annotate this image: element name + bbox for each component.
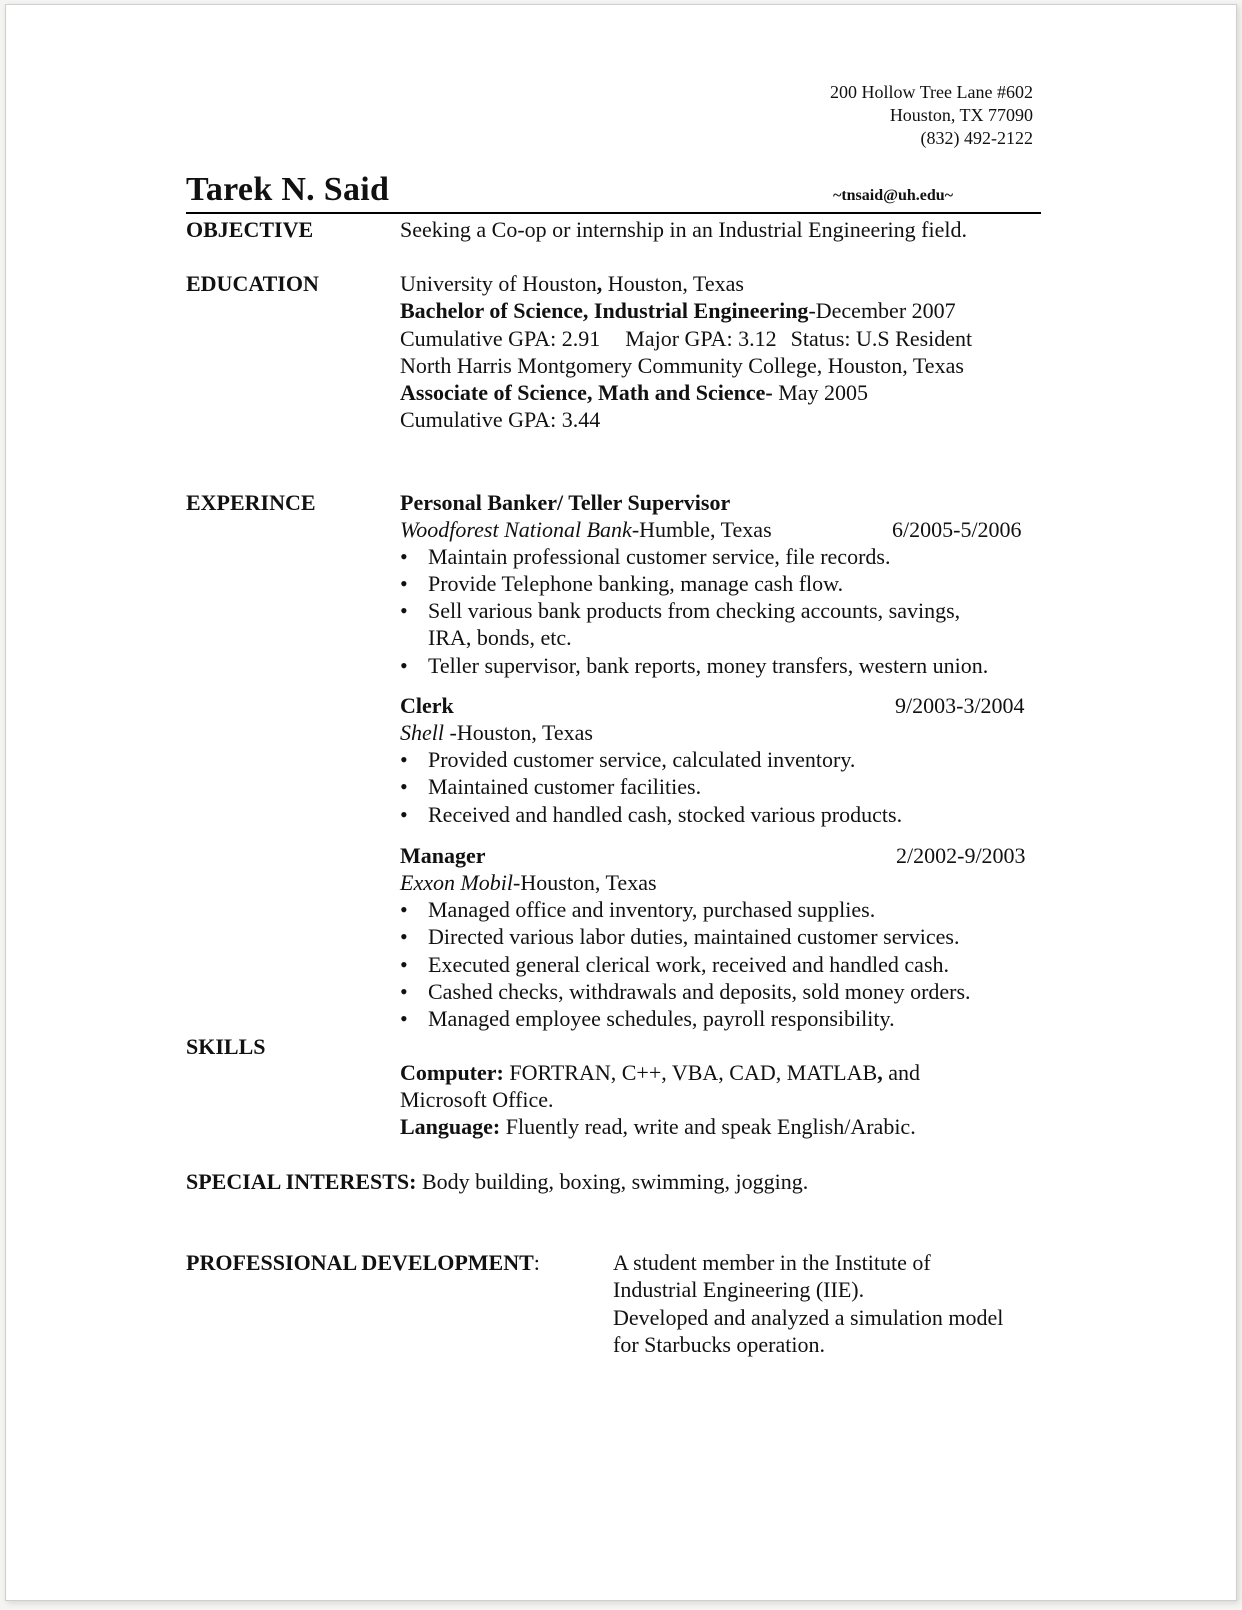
job-2-company-line bbox=[400, 720, 593, 746]
list-item: • Provide Telephone banking, manage cash flow. bbox=[400, 571, 844, 596]
school-1-comma: , bbox=[596, 271, 603, 296]
bullet-icon: • bbox=[400, 1006, 408, 1031]
degree-1-title: Bachelor of Science, Industrial Engineering bbox=[400, 298, 809, 323]
skills-language-line bbox=[400, 1114, 916, 1140]
development-line: Industrial Engineering (IIE). bbox=[613, 1277, 865, 1302]
bullet-icon: • bbox=[400, 802, 408, 827]
skills-computer-cont: Microsoft Office. bbox=[400, 1087, 554, 1112]
bullet-icon: • bbox=[400, 747, 408, 772]
list-item: • Managed employee schedules, payroll responsibility. bbox=[400, 1006, 895, 1031]
list-item: • Sell various bank products from checking accounts, savings, bbox=[400, 598, 961, 623]
bullet-icon: • bbox=[400, 897, 408, 922]
list-item: • Maintain professional customer service, file records. bbox=[400, 544, 891, 569]
bullet-icon: • bbox=[400, 952, 408, 977]
gpa-1-line bbox=[400, 326, 972, 352]
job-2-title: Clerk bbox=[400, 693, 454, 718]
job-3-location: -Houston, Texas bbox=[513, 870, 657, 895]
objective-heading: OBJECTIVE bbox=[186, 217, 314, 242]
skills-language-text: Fluently read, write and speak English/Arabic. bbox=[500, 1114, 916, 1139]
skills-computer-line: Computer: FORTRAN, C++, VBA, CAD, MATLAB, and bbox=[400, 1060, 920, 1085]
bullet-icon: • bbox=[400, 598, 408, 623]
list-item: • Received and handled cash, stocked various products. bbox=[400, 802, 903, 827]
bullet-icon: • bbox=[400, 653, 408, 678]
job-1-location: -Humble, Texas bbox=[631, 517, 772, 542]
list-item: • Directed various labor duties, maintained customer services. bbox=[400, 924, 960, 949]
job-1-company: Woodforest National Bank bbox=[400, 517, 632, 542]
job-3-title: Manager bbox=[400, 843, 486, 868]
job-2-dates: 9/2003-3/2004 bbox=[895, 693, 1025, 718]
skills-computer-list: FORTRAN, C++, VBA, CAD, MATLAB bbox=[503, 1060, 878, 1085]
list-item: • Provided customer service, calculated inventory. bbox=[400, 747, 856, 772]
gpa-2-line: Cumulative GPA: 3.44 bbox=[400, 407, 601, 432]
list-item-continuation: IRA, bonds, etc. bbox=[428, 625, 572, 650]
development-line: A student member in the Institute of bbox=[613, 1250, 931, 1275]
school-1-location: Houston, Texas bbox=[602, 271, 744, 296]
applicant-name: Tarek N. Said bbox=[186, 171, 390, 208]
list-item: • Managed office and inventory, purchased supplies. bbox=[400, 897, 876, 922]
job-3-dates: 2/2002-9/2003 bbox=[896, 843, 1026, 868]
job-3-company: Exxon Mobil bbox=[400, 870, 514, 895]
major-gpa: Major GPA: 3.12 bbox=[625, 326, 777, 351]
interests-text: Body building, boxing, swimming, jogging. bbox=[416, 1169, 809, 1194]
degree-2-date: May 2005 bbox=[772, 380, 869, 405]
list-item: • Teller supervisor, bank reports, money transfers, western union. bbox=[400, 653, 989, 678]
development-line: for Starbucks operation. bbox=[613, 1332, 825, 1357]
skills-computer-label: Computer: bbox=[400, 1060, 504, 1085]
email-address: ~tnsaid@uh.edu~ bbox=[833, 187, 954, 204]
degree-2-line bbox=[400, 380, 868, 406]
degree-1-line bbox=[400, 298, 956, 324]
development-heading-line: PROFESSIONAL DEVELOPMENT: bbox=[186, 1250, 540, 1275]
bullet-icon: • bbox=[400, 979, 408, 1004]
phone-number: (832) 492-2122 bbox=[920, 128, 1033, 148]
bullet-icon: • bbox=[400, 924, 408, 949]
list-item: • Cashed checks, withdrawals and deposits, sold money orders. bbox=[400, 979, 971, 1004]
address-line-2: Houston, TX 77090 bbox=[889, 105, 1033, 125]
header-divider bbox=[186, 212, 1041, 214]
interests-heading: SPECIAL INTERESTS: bbox=[186, 1169, 417, 1194]
education-heading: EDUCATION bbox=[186, 271, 319, 296]
cumulative-gpa-1: Cumulative GPA: 2.91 bbox=[400, 326, 601, 351]
job-2-company: Shell bbox=[400, 720, 444, 745]
job-1-company-line bbox=[400, 517, 772, 543]
bullet-icon: • bbox=[400, 571, 408, 596]
job-3-company-line bbox=[400, 870, 657, 896]
bullet-icon: • bbox=[400, 544, 408, 569]
degree-1-date: -December 2007 bbox=[808, 298, 956, 323]
development-line: Developed and analyzed a simulation model bbox=[613, 1305, 1004, 1330]
residency-status: Status: U.S Resident bbox=[790, 326, 973, 351]
interests-line bbox=[186, 1169, 808, 1195]
list-item: • Maintained customer facilities. bbox=[400, 774, 702, 799]
job-1-dates: 6/2005-5/2006 bbox=[892, 517, 1022, 542]
job-1-title: Personal Banker/ Teller Supervisor bbox=[400, 490, 731, 515]
school-1-line bbox=[400, 271, 744, 297]
skills-language-label: Language: bbox=[400, 1114, 501, 1139]
school-1-name: University of Houston bbox=[400, 271, 597, 296]
objective-text: Seeking a Co-op or internship in an Industrial Engineering field. bbox=[400, 217, 967, 242]
job-2-location: -Houston, Texas bbox=[444, 720, 593, 745]
resume-page bbox=[5, 4, 1237, 1601]
experience-heading: EXPERINCE bbox=[186, 490, 316, 515]
list-item: • Executed general clerical work, received and handled cash. bbox=[400, 952, 950, 977]
address-line-1: 200 Hollow Tree Lane #602 bbox=[830, 82, 1033, 102]
school-2-line: North Harris Montgomery Community College, Houston, Texas bbox=[400, 353, 964, 378]
bullet-icon: • bbox=[400, 774, 408, 799]
development-heading: PROFESSIONAL DEVELOPMENT bbox=[186, 1250, 534, 1275]
degree-2-title: Associate of Science, Math and Science- bbox=[400, 380, 773, 405]
skills-heading: SKILLS bbox=[186, 1034, 266, 1059]
